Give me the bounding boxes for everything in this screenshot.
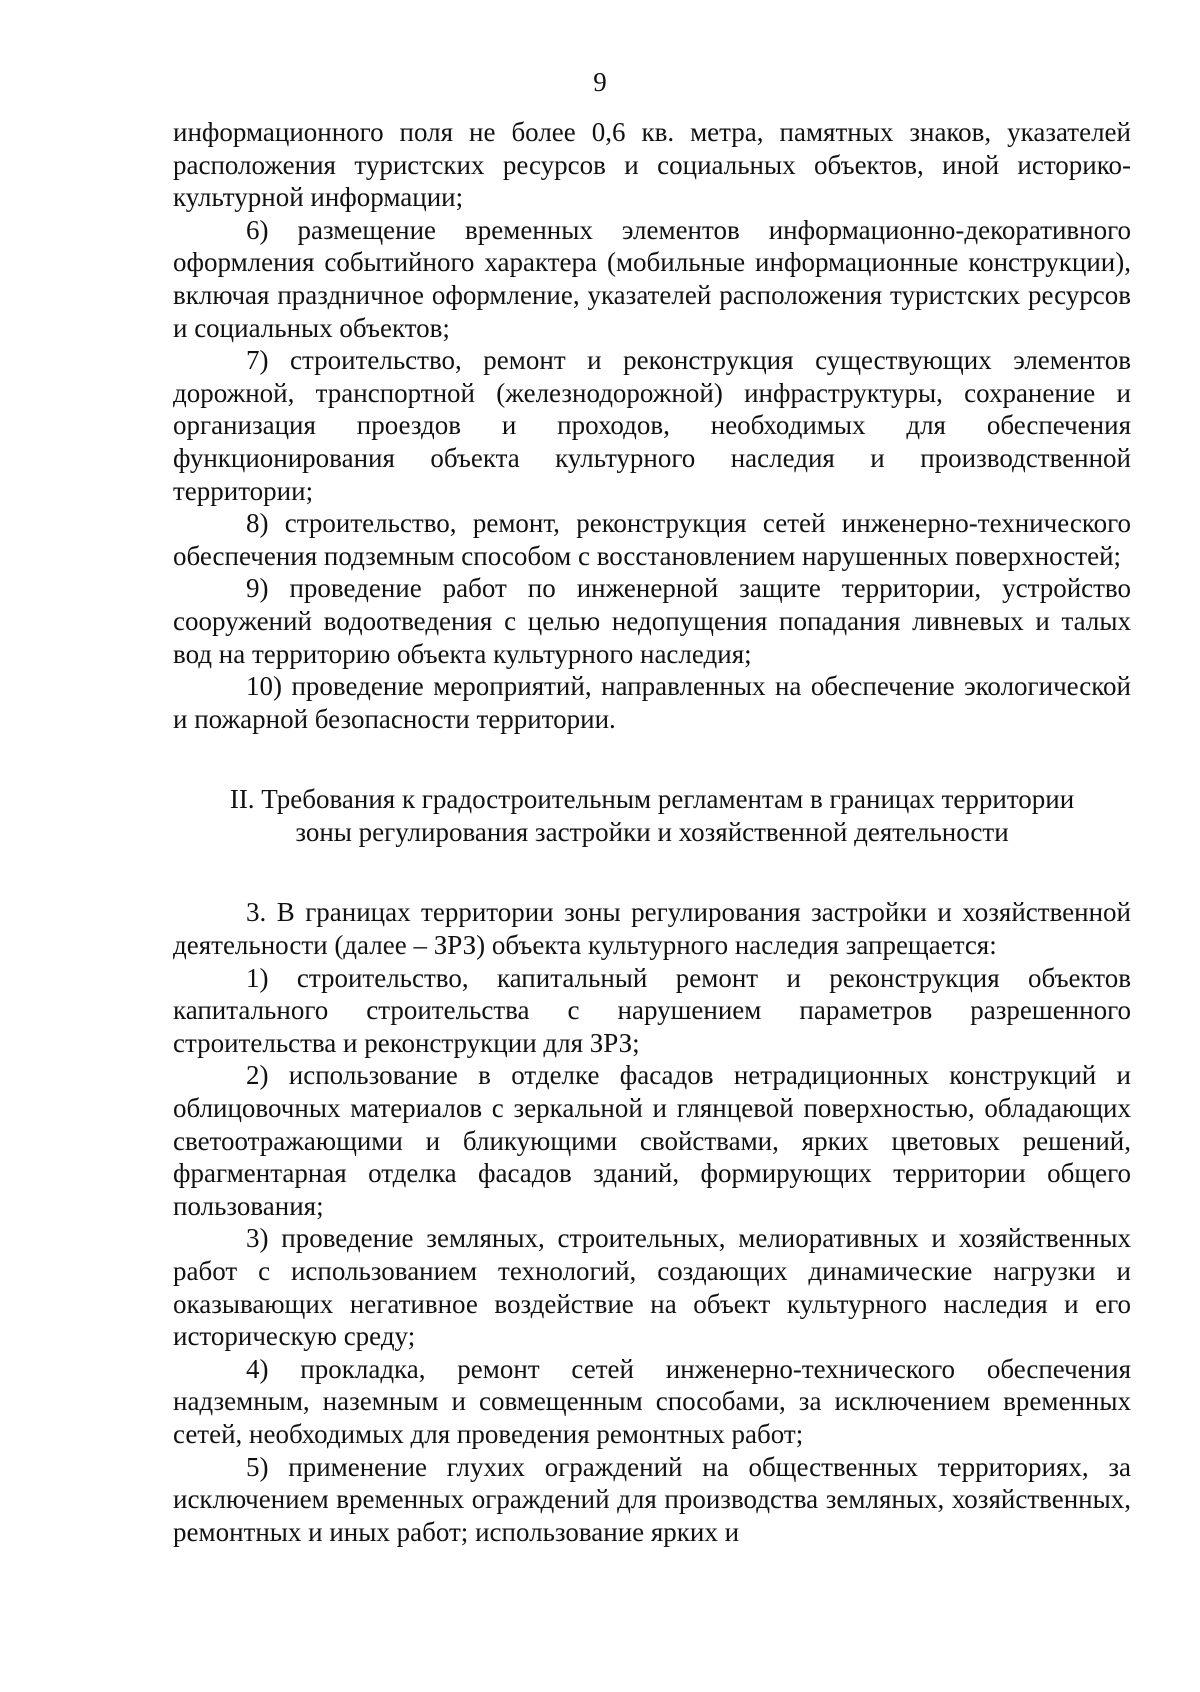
page-number: 9 — [593, 67, 607, 97]
clause-3: 3. В границах территории зоны регулирования застройки и хозяйственной деятельности (далее – ЗРЗ) объекта культурного наследия запрещается: — [173, 897, 1131, 961]
section-heading-line-1: II. Требования к градостроительным регламентам в границах территории — [229, 784, 1075, 815]
list-item-5: 5) применение глухих ограждений на общественных территориях, за исключением временных ограждений для производства земляных, хозяйственных, ремонтных и иных работ; использование ярких и — [173, 1451, 1131, 1547]
section-heading-line-2: зоны регулирования застройки и хозяйственной деятельности — [295, 816, 1009, 847]
list-item-8: 8) строительство, ремонт, реконструкция сетей инженерно-технического обеспечения подземным способом с восстановлением нарушенных поверхностей; — [173, 508, 1131, 571]
list-item-6: 6) размещение временных элементов информационно-декоративного оформления событийного характера (мобильные информационные конструкции), включая праздничное оформление, указателей расположения туристских ресурсов и социальных объектов; — [173, 214, 1131, 343]
list-item-3: 3) проведение земляных, строительных, мелиоративных и хозяйственных работ с использованием технологий, создающих динамические нагрузки и оказывающих негативное воздействие на объект культурного наследия и его историческую среду; — [173, 1223, 1131, 1352]
list-item-9: 9) проведение работ по инженерной защите территории, устройство сооружений водоотведения с целью недопущения попадания ливневых и талых вод на территорию объекта культурного наследия; — [173, 573, 1131, 669]
paragraph-continuation: информационного поля не более 0,6 кв. метра, памятных знаков, указателей расположения туристских ресурсов и социальных объектов, иной историко-культурной информации; — [173, 117, 1131, 213]
list-item-1: 1) строительство, капитальный ремонт и реконструкция объектов капитального строительства с нарушением параметров разрешенного строительства и реконструкции для ЗРЗ; — [173, 962, 1131, 1058]
document-body — [173, 116, 1131, 1548]
list-item-7: 7) строительство, ремонт и реконструкция существующих элементов дорожной, транспортной (железнодорожной) инфраструктуры, сохранение и организация проездов и проходов, необходимых для обеспечения функционирования объекта культурного наследия и производственной территории; — [173, 345, 1131, 506]
section-heading — [173, 783, 1131, 848]
list-item-2: 2) использование в отделке фасадов нетрадиционных конструкций и облицовочных материалов с зеркальной и глянцевой поверхностью, обладающих светоотражающими и бликующими свойствами, ярких цветовых решений, фрагментарная отделка фасадов зданий, формирующих территории общего пользования; — [173, 1060, 1131, 1221]
list-item-10: 10) проведение мероприятий, направленных на обеспечение экологической и пожарной безопасности территории. — [173, 671, 1131, 734]
list-item-4: 4) прокладка, ремонт сетей инженерно-технического обеспечения надземным, наземным и совмещенным способами, за исключением временных сетей, необходимых для проведения ремонтных работ; — [173, 1353, 1131, 1449]
